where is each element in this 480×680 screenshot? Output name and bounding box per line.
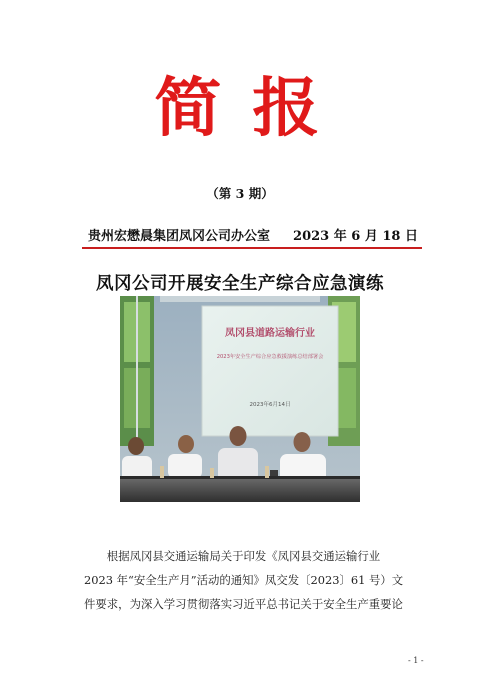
masthead-char-2: 报: [252, 71, 326, 146]
article-headline: 凤冈公司开展安全生产综合应急演练: [96, 274, 384, 294]
body-text: [84, 544, 414, 616]
meeting-photo: [120, 296, 360, 502]
publish-date: 2023 年 6 月 18 日: [293, 229, 418, 244]
page-number: - 1 -: [408, 656, 424, 665]
red-divider: [82, 247, 422, 249]
body-line: 2023 年“安全生产月”活动的通知》凤交发〔2023〕61 号）文: [84, 573, 404, 587]
issue-number: （第 3 期）: [206, 186, 274, 201]
publisher-name: 贵州宏懋晨集团凤冈公司办公室: [88, 229, 271, 244]
screen-subtitle: 2023年安全生产综合应急救援演练总结部署会: [216, 354, 324, 360]
publisher-line: [88, 225, 418, 243]
screen-title: 凤冈县道路运输行业: [225, 328, 315, 339]
body-line: 件要求，为深入学习贯彻落实习近平总书记关于安全生产重要论: [84, 597, 403, 611]
masthead-char-1: 简: [154, 71, 228, 146]
body-line: 根据凤冈县交通运输局关于印发《凤冈县交通运输行业: [106, 549, 381, 563]
screen-date: 2023年6月14日: [249, 402, 291, 408]
masthead-title: [0, 71, 480, 146]
